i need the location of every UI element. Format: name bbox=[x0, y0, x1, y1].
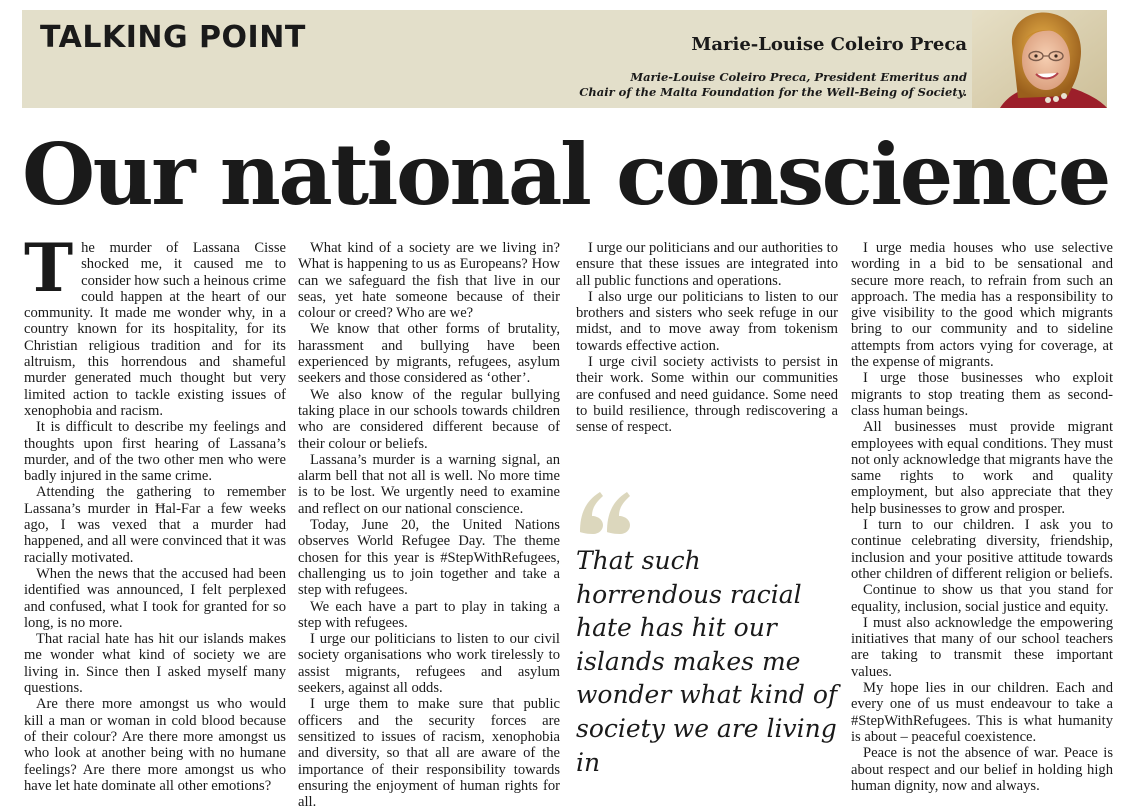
author-portrait bbox=[972, 10, 1107, 108]
paragraph-19: I urge those businesses who exploit migrants to stop treating them as second-class human beings. bbox=[851, 370, 1113, 419]
paragraph-21: I turn to our children. I ask you to continue celebrating diversity, friendship, inclusion and your positive attitude towards other children of different religion or beliefs. bbox=[851, 517, 1113, 582]
body-column-2 bbox=[298, 240, 560, 810]
paragraph-20: All businesses must provide migrant employees with equal conditions. They must not only acknowledge that migrants have the same rights to work and quality employment, but also appreciate that they help businesses to grow and prosper. bbox=[851, 419, 1113, 517]
paragraph-14: I urge them to make sure that public officers and the security forces are sensitized to issues of racism, xenophobia and diversity, so that all are aware of the importance of their responsibility towards ensuring the enjoyment of human rights for all. bbox=[298, 696, 560, 810]
paragraph-3: Attending the gathering to remember Lassana’s murder in Ħal-Far a few weeks ago, I was vexed that a murder had happened, and all were convinced that it was racially motivated. bbox=[24, 484, 286, 566]
paragraph-7: What kind of a society are we living in? What is happening to us as Europeans? How can we safeguard the fish that live in our seas, yet hate someone because of their colour or creed? Who are we? bbox=[298, 240, 560, 322]
paragraph-9: We also know of the regular bullying taking place in our schools towards children who are considered different because of their colour or beliefs. bbox=[298, 386, 560, 452]
paragraph-23: I must also acknowledge the empowering initiatives that many of our school teachers are taking to transmit these important values. bbox=[851, 614, 1113, 680]
paragraph-4: When the news that the accused had been identified was announced, I felt perplexed and confused, what I took for granted for so long, is no more. bbox=[24, 565, 286, 631]
paragraph-17: I urge civil society activists to persist in their work. Some within our communities are confused and need guidance. Some need to build resilience, through rediscovering a sense of respect. bbox=[576, 354, 838, 436]
body-column-3 bbox=[576, 240, 838, 436]
paragraph-22: Continue to show us that you stand for equality, inclusion, social justice and equity. bbox=[851, 582, 1113, 615]
author-bio bbox=[579, 70, 967, 100]
paragraph-18: I urge media houses who use selective wording in a bid to be sensational and secure more reach, to refrain from such an approach. The media has a responsibility to give visibility to the good which migrants bring to our community and to sideline attempts from actors vying for coverage, at the expense of migrants. bbox=[851, 240, 1113, 371]
paragraph-25: Peace is not the absence of war. Peace is about respect and our belief in holding high human dignity, now and always. bbox=[851, 745, 1113, 794]
paragraph-8: We know that other forms of brutality, harassment and bullying have been experienced by migrants, refugees, asylum seekers and those considered as ‘other’. bbox=[298, 321, 560, 387]
paragraph-1 bbox=[24, 229, 286, 419]
author-bio-line-1: Marie-Louise Coleiro Preca, President Emeritus and bbox=[630, 70, 967, 84]
body-column-4 bbox=[851, 240, 1113, 794]
header-banner bbox=[22, 10, 1107, 108]
author-bio-line-2: Chair of the Malta Foundation for the Well-Being of Society. bbox=[579, 85, 967, 99]
pull-quote-text: That such horrendous racial hate has hit our islands makes me wonder what kind of society we are living in bbox=[576, 546, 838, 777]
open-quote-icon bbox=[576, 488, 634, 536]
paragraph-12: We each have a part to play in taking a step with refugees. bbox=[298, 598, 560, 631]
paragraph-15: I urge our politicians and our authorities to ensure that these issues are integrated into all public functions and operations. bbox=[576, 240, 838, 289]
paragraph-16: I also urge our politicians to listen to our brothers and sisters who seek refuge in our midst, and to move away from tokenism towards effective action. bbox=[576, 288, 838, 354]
article-headline: Our national conscience bbox=[22, 125, 1109, 224]
author-name: Marie-Louise Coleiro Preca bbox=[691, 34, 967, 55]
paragraph-13: I urge our politicians to listen to our civil society organisations who work tirelessly to assist migrants, refugees and asylum seekers, against all odds. bbox=[298, 631, 560, 697]
paragraph-10: Lassana’s murder is a warning signal, an alarm bell that not all is well. No more time is to be lost. We urgently need to examine and reflect on our national conscience. bbox=[298, 451, 560, 517]
paragraph-6: Are there more amongst us who would kill a man or woman in cold blood because of their colour? Are there more amongst us who look at another being with no humane feelings? Are there more amongst us who have let hate dominate all other emotions? bbox=[24, 696, 286, 794]
paragraph-11: Today, June 20, the United Nations observes World Refugee Day. The theme chosen for this year is #StepWithRefugees, challenging us to join together and take a step with refugees. bbox=[298, 517, 560, 599]
body-column-1 bbox=[24, 229, 286, 794]
paragraph-1-text: he murder of Lassana Cisse shocked me, it caused me to consider how such a heinous crime could happen at the heart of our community. It made me wonder why, in a country known for its hospitality, for its Christian religious tradition and for its altruism, this horrendous and shameful murder generated much thought but very limited action to tackle existing issues of xenophobia and racism. bbox=[24, 240, 286, 419]
paragraph-2: It is difficult to describe my feelings and thoughts upon first hearing of Lassana’s murder, and of the two other men who were badly injured in the same crime. bbox=[24, 419, 286, 485]
pull-quote bbox=[576, 488, 838, 779]
drop-cap: T bbox=[24, 229, 74, 307]
paragraph-24: My hope lies in our children. Each and every one of us must endeavour to take a #StepWithRefugees. This is what humanity is about – peaceful coexistence. bbox=[851, 680, 1113, 745]
section-kicker: TALKING POINT bbox=[40, 20, 306, 55]
paragraph-5: That racial hate has hit our islands makes me wonder what kind of society we are living in. Since then I asked myself many questions. bbox=[24, 631, 286, 697]
